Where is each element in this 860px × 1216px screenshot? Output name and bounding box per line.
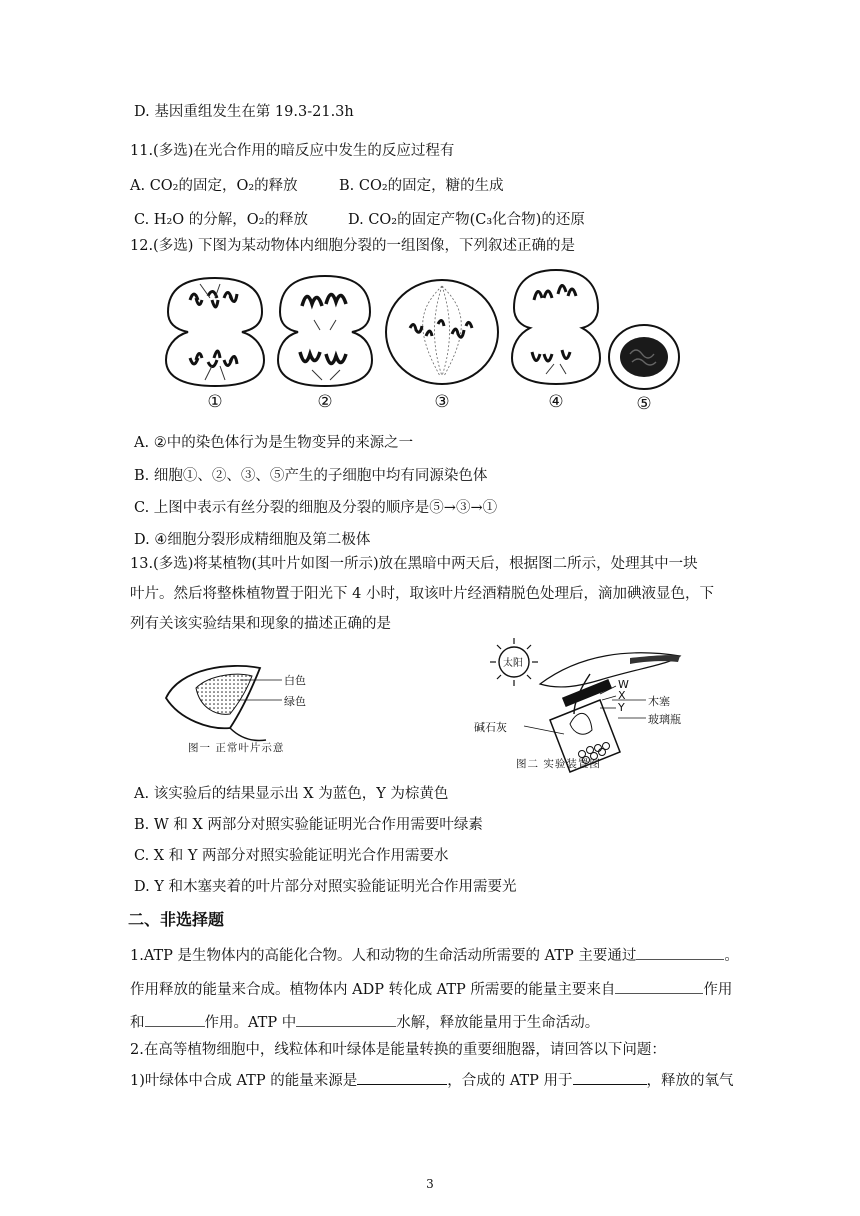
q13-option-c: C. X 和 Y 两部分对照实验能证明光合作用需要水 — [134, 848, 449, 864]
q12-option-d: D. ④细胞分裂形成精细胞及第二极体 — [134, 532, 371, 548]
figure-1-leaf — [160, 658, 360, 758]
q12-option-a: A. ②中的染色体行为是生物变异的来源之一 — [134, 435, 414, 451]
answer-blank-6[interactable] — [573, 1069, 647, 1085]
answer-blank-3[interactable] — [145, 1011, 205, 1027]
label-x: X — [618, 689, 626, 702]
q11-stem: 11.(多选)在光合作用的暗反应中发生的反应过程有 — [130, 143, 455, 159]
s2-q1-text-1: 1.ATP 是生物体内的高能化合物。人和动物的生命活动所需要的 ATP 主要通过 — [130, 948, 637, 964]
q13-option-d: D. Y 和木塞夹着的叶片部分对照实验能证明光合作用需要光 — [134, 879, 517, 895]
label-sun: 太阳 — [503, 658, 523, 669]
q13-stem-line1: 13.(多选)将某植物(其叶片如图一所示)放在黑暗中两天后，根据图二所示，处理其中一块 — [130, 556, 698, 572]
section-title: 二、非选择题 — [128, 910, 225, 929]
cell-5-image — [606, 322, 682, 414]
s2-q2-line1 — [130, 1069, 734, 1091]
page-number: 3 — [426, 1177, 434, 1191]
q11-option-a: A. CO₂的固定，O₂的释放 — [130, 178, 298, 194]
q13-stem-line2: 叶片。然后将整株植物置于阳光下 4 小时，取该叶片经酒精脱色处理后，滴加碘液显色，下 — [130, 586, 714, 602]
figure-1-caption: 图一 正常叶片示意 — [188, 742, 285, 754]
q13-stem-line3: 列有关该实验结果和现象的描述正确的是 — [130, 616, 391, 632]
q11-option-b: B. CO₂的固定，糖的生成 — [339, 178, 504, 194]
answer-blank-4[interactable] — [296, 1011, 396, 1027]
figure-2-setup — [470, 634, 690, 774]
cell-1-image — [160, 270, 270, 412]
s2-q2-text-1a: 1)叶绿体中合成 ATP 的能量来源是 — [130, 1073, 358, 1089]
s2-q1-text-1-end: 。 — [724, 948, 739, 964]
answer-blank-5[interactable] — [357, 1069, 447, 1085]
label-white: 白色 — [284, 674, 306, 687]
cell-5-label: ⑤ — [636, 394, 652, 414]
answer-blank-1[interactable] — [636, 944, 724, 960]
s2-q2-stem: 2.在高等植物细胞中，线粒体和叶绿体是能量转换的重要细胞器，请回答以下问题： — [130, 1042, 666, 1058]
label-w: W — [618, 678, 629, 691]
s2-q1-text-3a: 和 — [130, 1015, 145, 1031]
cell-2-label: ② — [317, 392, 333, 412]
label-bottle: 玻璃瓶 — [648, 713, 681, 726]
q12-option-b: B. 细胞①、②、③、⑤产生的子细胞中均有同源染色体 — [134, 468, 488, 484]
cell-3-image — [382, 276, 502, 412]
label-cork: 木塞 — [648, 695, 670, 708]
q13-option-a: A. 该实验后的结果显示出 X 为蓝色，Y 为棕黄色 — [134, 786, 449, 802]
s2-q1-text-2-end: 作用 — [703, 982, 733, 998]
cell-3-label: ③ — [434, 392, 450, 412]
label-green: 绿色 — [284, 695, 306, 708]
label-soda-lime: 碱石灰 — [474, 721, 507, 734]
s2-q1-line2 — [130, 978, 732, 1000]
cell-1-label: ① — [207, 392, 223, 412]
s2-q1-line1 — [130, 944, 739, 966]
cell-4-label: ④ — [548, 392, 564, 412]
figure-2-caption: 图二 实验装置图 — [516, 758, 601, 770]
answer-blank-2[interactable] — [615, 978, 703, 994]
q11-option-c: C. H₂O 的分解，O₂的释放 — [134, 212, 308, 228]
s2-q2-text-1b: ，合成的 ATP 用于 — [447, 1073, 573, 1089]
cell-4-image — [506, 264, 606, 412]
q10-option-d: D. 基因重组发生在第 19.3-21.3h — [134, 104, 354, 120]
q11-option-d: D. CO₂的固定产物(C₃化合物)的还原 — [348, 212, 585, 228]
s2-q1-text-3c: 水解，释放能量用于生命活动。 — [396, 1015, 600, 1031]
label-y: Y — [618, 701, 625, 714]
s2-q1-text-3b: 作用。ATP 中 — [204, 1015, 297, 1031]
q13-option-b: B. W 和 X 两部分对照实验能证明光合作用需要叶绿素 — [134, 817, 483, 833]
q12-option-c: C. 上图中表示有丝分裂的细胞及分裂的顺序是⑤→③→① — [134, 500, 498, 516]
s2-q1-line3 — [130, 1011, 599, 1033]
q12-stem: 12.(多选) 下图为某动物体内细胞分裂的一组图像，下列叙述正确的是 — [130, 238, 575, 254]
cell-2-image — [270, 270, 380, 412]
s2-q2-text-1c: ，释放的氧气 — [646, 1073, 734, 1089]
s2-q1-text-2: 作用释放的能量来合成。植物体内 ADP 转化成 ATP 所需要的能量主要来自 — [130, 982, 616, 998]
